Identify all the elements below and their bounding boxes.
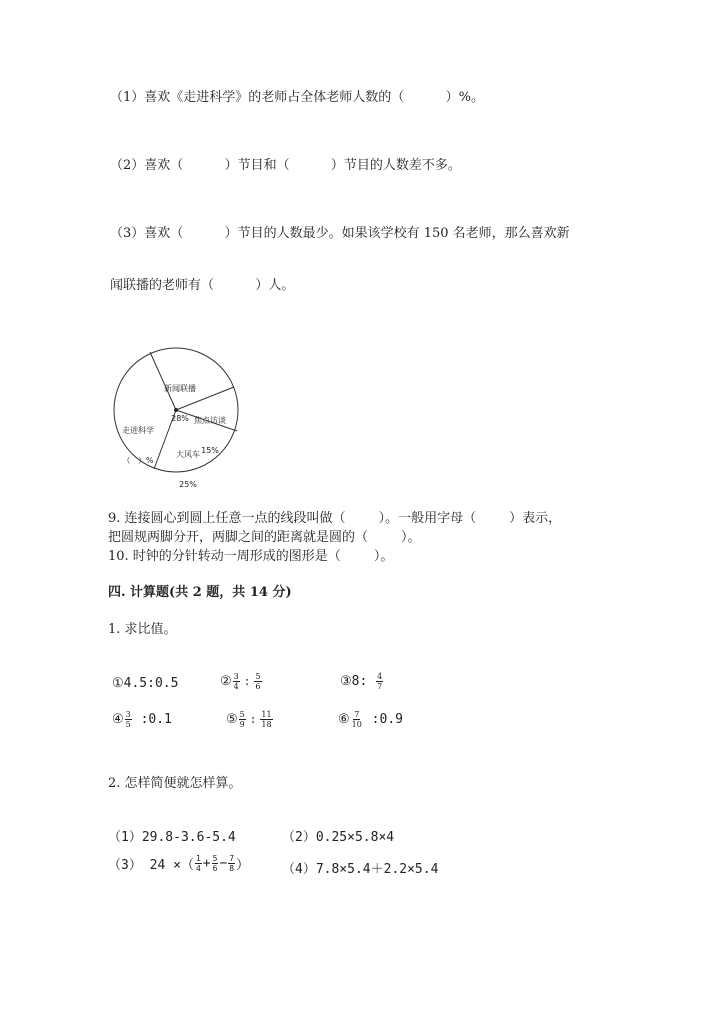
slice-value: 25% bbox=[179, 480, 197, 489]
ratio-mark: ④ bbox=[112, 712, 124, 727]
calc-3-prefix: （3） 24 ×（ bbox=[108, 858, 194, 873]
ratio-mark: ⑥ bbox=[338, 712, 350, 727]
calc-1: （1）29.8-3.6-5.4 bbox=[108, 830, 236, 845]
pie-chart bbox=[110, 344, 242, 489]
fraction: $\frac{3}{4}$ bbox=[233, 672, 239, 691]
ratio-mark: ③ bbox=[340, 674, 352, 689]
section-4-heading: 四. 计算题(共 2 题，共 14 分) bbox=[108, 585, 292, 600]
ratio-suffix: :0.9 bbox=[363, 712, 403, 727]
fraction: $\frac{4}{7}$ bbox=[377, 672, 383, 691]
question-1: （1）喜欢《走进科学》的老师占全体老师人数的（ ）%。 bbox=[110, 90, 484, 105]
slice-value: 15% bbox=[201, 446, 219, 455]
fraction: $\frac{1}{4}$ bbox=[195, 854, 201, 873]
question-3-line-2: 闻联播的老师有（ ）人。 bbox=[110, 278, 295, 293]
question-9-line-2: 把圆规两脚分开，两脚之间的距离就是圆的（ ）。 bbox=[108, 530, 421, 545]
operator-minus: − bbox=[219, 856, 228, 871]
slice-name: 走进科学 bbox=[122, 426, 154, 435]
slice-name: 新闻联播 bbox=[164, 384, 196, 393]
ratio-6 bbox=[338, 710, 403, 729]
ratio-1 bbox=[112, 676, 178, 691]
ratio-5 bbox=[226, 710, 274, 729]
question-3-line-1: （3）喜欢（ ）节目的人数最少。如果该学校有 150 名老师，那么喜欢新 bbox=[110, 226, 570, 241]
slice-value: 28% bbox=[171, 414, 189, 423]
fraction: $\frac{3}{5}$ bbox=[125, 710, 131, 729]
ratio-mark: ① bbox=[112, 676, 124, 691]
ratio-4 bbox=[112, 710, 172, 729]
ratio-prefix: 8: bbox=[351, 674, 376, 689]
slice-name: 大风车 bbox=[176, 450, 200, 459]
ratio-expr: 4.5:0.5 bbox=[123, 676, 179, 691]
slice-label-dafengche bbox=[176, 430, 200, 510]
ratio-mark: ⑤ bbox=[226, 712, 238, 727]
slice-name: 焦点访谈 bbox=[194, 416, 226, 425]
ratio-separator: : bbox=[246, 712, 260, 727]
problem-1-title: 1. 求比值。 bbox=[108, 622, 177, 637]
question-9-line-1: 9. 连接圆心到圆上任意一点的线段叫做（ ）。一般用字母（ ）表示， bbox=[108, 511, 562, 526]
operator-plus: + bbox=[202, 856, 211, 871]
calc-3-suffix: ） bbox=[236, 858, 250, 873]
calc-4: （4）7.8×5.4＋2.2×5.4 bbox=[282, 862, 439, 877]
ratio-separator: : bbox=[240, 674, 254, 689]
calc-3 bbox=[108, 854, 249, 873]
fraction: $\frac{7}{10}$ bbox=[351, 710, 362, 729]
ratio-mark: ② bbox=[220, 674, 232, 689]
ratio-3 bbox=[340, 672, 384, 691]
fraction: $\frac{5}{6}$ bbox=[212, 854, 218, 873]
ratio-2 bbox=[220, 672, 263, 691]
ratio-suffix: :0.1 bbox=[132, 712, 172, 727]
question-10: 10. 时钟的分针转动一周形成的图形是（ ）。 bbox=[108, 549, 394, 564]
calc-2: （2）0.25×5.8×4 bbox=[282, 830, 395, 845]
fraction: $\frac{11}{18}$ bbox=[261, 710, 272, 729]
slice-value: （ ）% bbox=[122, 456, 154, 465]
fraction: $\frac{7}{8}$ bbox=[229, 854, 235, 873]
fraction: $\frac{5}{9}$ bbox=[239, 710, 245, 729]
fraction: $\frac{5}{6}$ bbox=[255, 672, 261, 691]
question-2: （2）喜欢（ ）节目和（ ）节目的人数差不多。 bbox=[110, 158, 461, 173]
problem-2-title: 2. 怎样简便就怎样算。 bbox=[108, 776, 242, 791]
slice-label-zoujin bbox=[122, 406, 154, 486]
